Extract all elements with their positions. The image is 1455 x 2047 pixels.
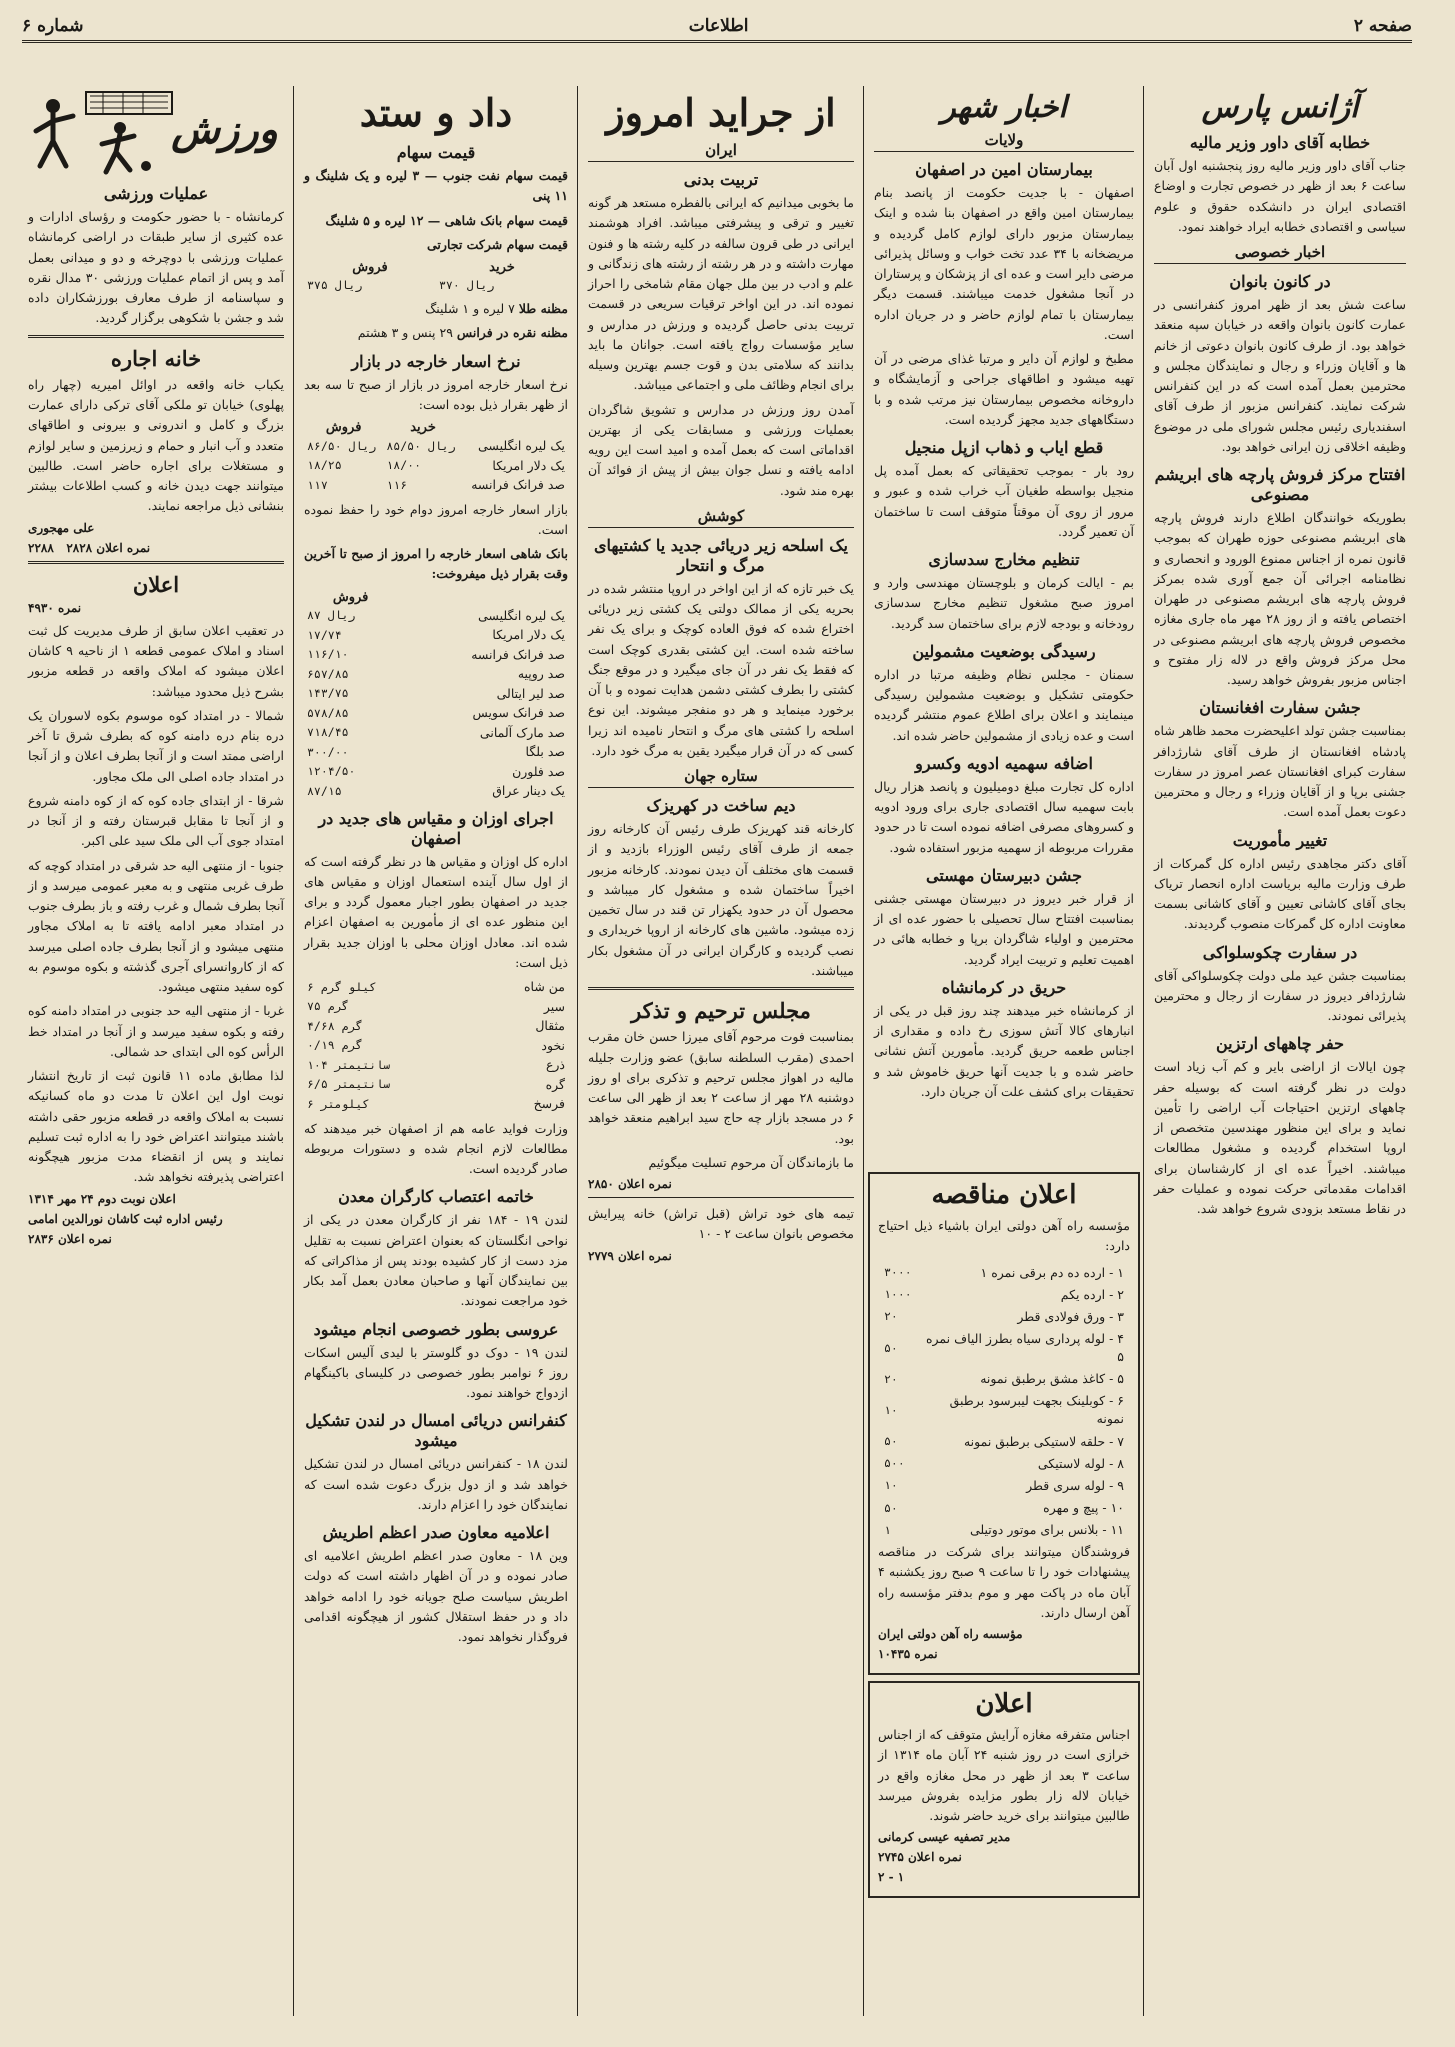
weight-value: ۱۰۴ سانتیمتر bbox=[307, 1057, 391, 1072]
rate-sell: ۱۷/۷۴ bbox=[307, 627, 342, 642]
column-masthead: از جراید امروز bbox=[606, 90, 836, 135]
section-heading: ولایات bbox=[874, 131, 1134, 152]
article-headline: اضافه سهمیه ادویه وکسرو bbox=[915, 753, 1093, 773]
column-masthead: آژانس پارس bbox=[1201, 90, 1359, 125]
article-body: وین ۱۸ - معاون صدر اعظم اطریش اعلامیه ای صادر نموده و در آن اظهار داشته است که دولت اطریش سیاست صلح جویانه خود را ادامه خواهد داد و در حفظ استقلال کشور از هیچگونه اقدامی فروگذار نخواهد نمود. bbox=[304, 1548, 568, 1645]
tender-row bbox=[880, 1369, 1128, 1389]
article-body: آقای دکتر مجاهدی رئیس اداره کل گمرکات از طرف وزارت مالیه بریاست اداره انحصار تریاک بجای آقای کاشانی تعیین و آقای کاشانی بسمت معاونت اداره کل گمرکات منصوب گردیدند. bbox=[1154, 855, 1406, 932]
column-press-review bbox=[582, 86, 860, 2016]
article-body: اداره کل تجارت مبلغ دومیلیون و پانصد هزار ریال بابت سهمیه سال اقتصادی جاری برای ورود ادویه و کسروهای مصرفی اضافه نموده است تا در حدود مقررات مربوطه از سهمیه مزبور استفاده شود. bbox=[874, 778, 1134, 855]
article-headline: جشن دبیرستان مهستی bbox=[926, 865, 1082, 885]
bank-rates-table bbox=[304, 589, 568, 801]
column-masthead: داد و ستد bbox=[359, 90, 513, 135]
article-body: یک خبر تازه که از این اواخر در اروپا منتشر شده در بحریه یکی از ممالک دولتی یک کشتی زیر دریائی اختراع شده که فوق العاده کوچک و برای یک نفر ساخته شده است. این کشتی بقدری کوچک است که فقط یک نفر در آن جای میگیرد و در موقع جنگ کشتی را بطرف کشتی دشمن هدایت نموده و با آن برخورد مینماید و هر دو منفجر میشوند. این نوع اسلحه را کشتی های مرگ و انتحار نامیده اند زیرا کسی که در آن قرار میگیرد یقین به مرگ خود دارد. bbox=[588, 580, 854, 758]
article-body: بمناسبت فوت مرحوم آقای میرزا حسن خان مقرب احمدی (مقرب السلطنه سابق) عضو وزارت جلیله مالیه در اهواز مجلس ترحیم و تذکری برای او روز دوشنبه ۲۸ مهر از ساعت ۲ بعد از ظهر الی ساعت ۶ در مسجد بازار چه حاج سید ابراهیم منعقد خواهد بود. bbox=[588, 1029, 854, 1146]
signature: علی مهجوری bbox=[28, 520, 95, 535]
weight-row bbox=[304, 1094, 568, 1114]
share-price-table bbox=[304, 259, 568, 294]
silver-value: ۲۹ پنس و ۳ هشتم bbox=[357, 325, 453, 341]
weight-name: مثقال bbox=[535, 1018, 565, 1034]
article-body: غربا - از منتهی الیه حد جنوبی در امتداد دامنه کوه رفته و بکوه سفید میرسد و از آنجا در امتداد خط الرأس کوه الی ابتدای حد شمالی. bbox=[28, 1003, 284, 1059]
article-headline: اجرای اوزان و مقیاس های جدید در اصفهان bbox=[318, 808, 554, 848]
gold-label: مظنه طلا bbox=[518, 301, 568, 317]
rate-row bbox=[304, 781, 568, 801]
tender-note: فروشندگان میتوانند برای شرکت در مناقصه پیشنهادات خود را تا ساعت ۹ صبح روز یکشنبه ۴ آبان ماه در پاکت مهر و موم بدفتر مؤسسه راه آهن ارسال دارند. bbox=[878, 1544, 1130, 1620]
article-body: لذا مطابق ماده ۱۱ قانون ثبت از تاریخ انتشار نوبت اول این اعلان تا مدت دو ماه کسانیکه نسبت به املاک واقعه در قطعه مزبور حقی داشته باشند میتوانند اعتراض خود را به اداره ثبت تسلیم نمایند و پس از انقضاء مدت مزبور هیچگونه اعتراضی پذیرفته نخواهد شد. bbox=[28, 1068, 284, 1185]
tender-item-qty: ۱۰۰۰ bbox=[884, 1287, 912, 1302]
currency-name: یک لیره انگلیسی bbox=[478, 438, 565, 454]
article-headline: در سفارت چکوسلواکی bbox=[1202, 942, 1358, 962]
share-buy: ۳۷۰ ریال bbox=[439, 278, 495, 292]
article-body: بمناسبت جشن عید ملی دولت چکوسلواکی آقای شارژدافر دیروز در سفارت از رجال و محترمین پذیرائی نمودند. bbox=[1154, 967, 1406, 1023]
article-body: ساعت شش بعد از ظهر امروز کنفرانسی در عمارت کانون بانوان واقعه در خیابان سپه منعقد خواهد بود. از طرف کانون بانوان دعوتی از خانم ها و آقایان وزراء و رجال و نمایندگان مجلس و محترمین بعمل آمده است که در این کنفرانس شرکت نمایند. کنفرانس مزبور از طرف آقای اسفندیاری رئیس مجلس شورای ملی در موضوع وظیفه اخلاقی زن ایرانی خواهد بود. bbox=[1154, 297, 1406, 454]
article-headline: مجلس ترحیم و تذکر bbox=[631, 998, 811, 1023]
weight-row bbox=[304, 977, 568, 997]
column-masthead: اخبار شهر bbox=[941, 90, 1067, 125]
article-body: در تعقیب اعلان سابق از طرف مدیریت کل ثبت اسناد و املاک عمومی قطعه ۱ از ناحیه ۹ کاشان اعلان میشود که املاک واقعه در قطعه مزبور بشرح ذیل محدود میباشد: bbox=[28, 622, 285, 699]
currency-name: صد فرانک سویس bbox=[472, 705, 565, 721]
rate-sell: ۵۷۸/۸۵ bbox=[307, 705, 349, 720]
article-body: بطوریکه خوانندگان اطلاع دارند فروش پارچه های ابریشم مصنوعی حوزه طهران که بموجب قانون نمره از اجناس ممنوع الورود و انحصاری و نظامنامه اجرائی آن جمع آوری شده بمرکز فروش پارچه های ابریشم مصنوعی در طهران اختصاص یافته و از روز ۲۸ مهر ماه جاری مغازه مخصوص فروش پارچه های ابریشم مصنوعی در محل مرکز فروش واقع در لاله زار مفتوح و اجناس مزبور بفروش خواهد رسید. bbox=[1154, 510, 1407, 687]
athletes-illustration-icon bbox=[28, 86, 178, 176]
article-body: بم - ایالت کرمان و بلوچستان مهندسی وارد و امروز صبح مشغول تنظیم مخارج سدسازی رودخانه و بودجه لازم برای ساختمان سد گردید. bbox=[874, 575, 1134, 631]
article-body: اداره کل اوزان و مقیاس ها در نظر گرفته است که از اول سال آینده استعمال اوزان و مقیاس های جدید در اصفهان بطور اجبار معمول گردد و برای این منظور عده ای از مأمورین به اصفهان اعزام شده اند. معادل اوزان محلی با اوزان جدید بقرار ذیل است: bbox=[304, 853, 568, 970]
tender-table bbox=[878, 1261, 1130, 1543]
article-headline: تغییر مأموریت bbox=[1232, 830, 1328, 850]
ad-number-text: نمره اعلان ۲۸۲۸ bbox=[66, 540, 151, 555]
ad-number bbox=[28, 541, 284, 555]
tender-item-name: ۱۱ - بلانس برای موتور دوتیلی bbox=[969, 1522, 1124, 1537]
article-body: از کرمانشاه خبر میدهند چند روز قبل در یکی از انبارهای کالا آتش سوزی رخ داده و مقداری از اجناس طعمه حریق گردید. مأمورین آتش نشانی حاضر شده و با جدیت آنها حریق خاموش شد و تحقیقات برای کشف علت آن جریان دارد. bbox=[874, 1002, 1134, 1099]
rate-sell: ۱۲۰۴/۵۰ bbox=[307, 764, 356, 779]
rate-row bbox=[304, 475, 568, 495]
rate-row bbox=[304, 703, 568, 723]
gold-line bbox=[304, 299, 568, 319]
section-heading: اخبار خصوصی bbox=[1154, 243, 1406, 264]
currency-name: یک دلار امریکا bbox=[492, 457, 565, 473]
silver-line bbox=[304, 323, 568, 343]
article-headline: نرخ اسعار خارجه در بازار bbox=[351, 351, 521, 371]
rate-sell: ۸۶/۵۰ ریال bbox=[307, 438, 377, 453]
tender-item-name: ۳ - ورق فولادی قطر bbox=[1017, 1308, 1124, 1324]
article-body: ما بخوبی میدانیم که ایرانی بالفطره مستعد هر گونه تغییر و ترقی و پیشرفتی میباشد. افراد هوشمند ایرانی در طی قرون سالفه در کلیه رشته ها و فنون مهارت داشته و در هر رشته از رشته های زندگانی و علم و ادب در بین ملل جهان مقام شامخی را احراز نموده اند. در این اواخر ترقیات سریعی در قسمت تربیت بدنی حاصل گردیده و ورزش در مدارس و سایر مؤسسات رواج یافته است. جوانان ما باید بدانند که سلامتی بدن و قوت جسم بهترین وسیله برای انجام وظائف ملی و اجتماعی میباشد. bbox=[588, 195, 854, 393]
weight-value: ۷۵ گرم bbox=[307, 999, 349, 1014]
article-body: لندن ۱۹ - دوک دو گلوستر با لیدی آلیس اسکات روز ۶ نوامبر بطور خصوصی در کلیسای باکینگهام ازدواج خواهند نمود. bbox=[304, 1344, 568, 1401]
article-body: بمناسبت جشن تولد اعلیحضرت محمد ظاهر شاه پادشاه افغانستان از طرف آقای شارژدافر سفارت کبرای افغانستان عصر امروز در سفارت جشنی برپا و از آقایان وزراء و رجال و محترمین دعوت بعمل آمده است. bbox=[1154, 723, 1406, 820]
article-headline: دیم ساخت در کهریزک bbox=[646, 796, 796, 815]
article-body: کرمانشاه - با حضور حکومت و رؤسای ادارات و عده کثیری از سایر طبقات در اراضی کرمانشاه عملیات ورزشی با دوچرخه و دو و میدانی بعمل آمد و پس از اتمام عملیات ورزشی ۳۰ مدال نقره و سپاسنامه از طرف معارف بورزشکاران داده شد و جشن با شکوهی برگزار گردید. bbox=[28, 209, 285, 326]
tender-item-name: ۶ - کوبلینک بجهت لیبرسود برطبق نمونه bbox=[949, 1393, 1124, 1427]
article-body: مطبخ و لوازم آن دایر و مرتبا غذای مرضی در آن تهیه میشود و اطاقهای جراحی و آزمایشگاه و داروخانه مخصوص بیمارستان نیز مرتب شده و با دستگاههای جدید مجهز گردیده است. bbox=[874, 351, 1134, 427]
article-headline: خاتمه اعتصاب کارگران معدن bbox=[338, 1187, 534, 1207]
sell-header: فروش bbox=[325, 420, 362, 436]
share-label: قیمت سهام بانک شاهی bbox=[444, 212, 568, 228]
rate-sell: ۱۱۷ bbox=[307, 477, 328, 492]
page-label: صفحه ۲ bbox=[1353, 16, 1412, 36]
article-body: جناب آقای داور وزیر مالیه روز پنجشنبه اول آبان ساعت ۶ بعد از ظهر در خصوص تجارت و اوضاع اقتصادی ایران در دانشکده حقوق و علوم سیاسی و اقتصادی خطابه ایراد خواهند نمود. bbox=[1154, 158, 1406, 234]
tender-block bbox=[868, 1166, 1140, 2016]
notice-ad-number: نمره اعلان ۲۷۴۵ bbox=[878, 1850, 962, 1865]
article-headline: اعلامیه معاون صدر اعظم اطریش bbox=[322, 1523, 550, 1543]
article-body: بازار اسعار خارجه امروز دوام خود را حفظ نموده است. bbox=[304, 501, 568, 537]
article-body: چون ایالات از اراضی بایر و کم آب زیاد است دولت در نظر گرفته است که بوسیله حفر چاههای ارتزین احتیاجات آب اراضی را تأمین نماید و برای این منظور مهندسین متخصص از اروپا استخدام گردیده و مشغول مطالعات میباشند. اخیراً عده ای از کارشناسان برای اقدامات مقدماتی حرکت نموده و عملیات حفر در نقاط مستعد بزودی شروع خواهد شد. bbox=[1154, 1059, 1406, 1216]
article-body: از قرار خبر دیروز در دبیرستان مهستی جشنی بمناسبت افتتاح سال تحصیلی با حضور عده ای از محترمین و اولیاء شاگردان برپا و خطابه هائی در اهمیت تعلیم و تربیت ایراد گردید. bbox=[874, 890, 1134, 967]
article-headline: کنفرانس دریائی امسال در لندن تشکیل میشود bbox=[305, 1411, 567, 1451]
article-headline: حریق در کرمانشاه bbox=[941, 977, 1067, 997]
divider bbox=[588, 1197, 854, 1198]
article-body: اصفهان - با جدیت حکومت از پانصد بنام بیمارستان امین واقع در اصفهان بنا شده و اینک بیمارستان مزبور دارای لوازم کامل گردیده و مریضخانه با ۳۴ عدد تخت خواب و وسائل پذیرائی مرضی دایر است و عده ای از پزشکان و پرستاران در آنجا مشغول خدمت میباشند. قسمت دیگر بیمارستان با تمام لوازم حاضر و در جریان اداره است. bbox=[874, 185, 1134, 342]
tender-sign: مؤسسه راه آهن دولتی ایران bbox=[878, 1627, 1023, 1642]
ad-number: نمره اعلان ۲۸۵۰ bbox=[588, 1177, 672, 1191]
article-body: آمدن روز ورزش در مدارس و تشویق شاگردان بعملیات ورزشی و مسابقات یکی از بهترین اقداماتی است که بعمل آمده و امید است این رویه ادامه یافته و نسل جوان بیش از پیش از فوائد آن بهره مند شود. bbox=[588, 401, 854, 498]
currency-name: صد فرانک فرانسه bbox=[471, 646, 565, 662]
weight-value: ۴/۶۸ گرم bbox=[307, 1018, 363, 1033]
notice-title: اعلان bbox=[975, 1689, 1033, 1720]
buy-header: خرید bbox=[489, 260, 515, 275]
tender-item-qty: ۱ bbox=[884, 1522, 891, 1537]
sell-header: فروش bbox=[352, 260, 388, 275]
ad-number: نمره اعلان ۲۸۳۶ bbox=[28, 1231, 112, 1246]
section-heading: ستاره جهان bbox=[588, 767, 854, 788]
article-headline: عروسی بطور خصوصی انجام میشود bbox=[313, 1319, 559, 1339]
article-headline: جشن سفارت افغانستان bbox=[1199, 698, 1361, 718]
rate-row bbox=[304, 606, 568, 626]
notice-body: اجناس متفرقه مغازه آرایش متوقف که از اجناس خرازی است در روز شنبه ۲۴ آبان ماه ۱۳۱۴ از ساعت ۳ بعد از ظهر در محل مغازه واقع در خیابان لاله زار بطور مزایده بفروش میرسد طالبین میتوانند برای خرید حاضر شوند. bbox=[878, 1727, 1131, 1824]
weight-name: فرسخ bbox=[533, 1096, 565, 1112]
rate-row bbox=[304, 456, 568, 476]
currency-name: یک لیره انگلیسی bbox=[478, 607, 565, 623]
tender-row bbox=[880, 1307, 1128, 1327]
tender-item-name: ۲ - ارده یکم bbox=[1060, 1286, 1124, 1302]
column-rule bbox=[1143, 86, 1144, 2016]
tender-title: اعلان مناقصه bbox=[931, 1180, 1077, 1210]
share-label: قیمت سهام نفت جنوب bbox=[442, 168, 568, 183]
share-sell: ۳۷۵ ریال bbox=[307, 278, 363, 292]
article-body: جنوبا - از منتهی الیه حد شرقی در امتداد کوچه که طرف غربی منتهی و به معبر عمومی میرسد و از آنجا بطرف شمال و غرب رفته و باز بطرف جنوب در امتداد معبر ادامه یافته تا به املاک مجاور منتهی میشود و از آنجا بطرف جاده اصلی میرسد که از کاروانسرای آجری گذشته و بکوه موسوم به کوه سفید منتهی میشود. bbox=[28, 857, 284, 994]
column-rule bbox=[293, 86, 294, 2016]
tender-row bbox=[880, 1391, 1128, 1429]
ad-number: نمره ۴۹۳۰ bbox=[28, 600, 82, 615]
currency-name: یک دلار امریکا bbox=[492, 627, 565, 643]
rate-sell: ۱۴۳/۷۵ bbox=[307, 686, 349, 701]
weight-row bbox=[304, 1036, 568, 1056]
rate-row bbox=[304, 436, 568, 456]
article-headline: رسیدگی بوضعیت مشمولین bbox=[912, 641, 1096, 661]
notice-code: ۱ - ۲ bbox=[878, 1870, 905, 1885]
ad-number: نمره اعلان ۲۷۷۹ bbox=[588, 1248, 672, 1263]
weight-name: نخود bbox=[541, 1037, 565, 1053]
rate-row bbox=[304, 664, 568, 684]
rate-row bbox=[304, 684, 568, 704]
share-line: قیمت سهام بانک شاهی — ۱۲ لیره و ۵ شلینگ bbox=[325, 212, 568, 228]
tender-row bbox=[880, 1454, 1128, 1474]
column-trade bbox=[298, 86, 574, 2016]
tender-row bbox=[880, 1285, 1128, 1305]
article-headline: حفر چاههای ارتزین bbox=[1215, 1034, 1344, 1054]
tender-item-name: ۷ - حلقه لاستیکی برطبق نمونه bbox=[963, 1433, 1124, 1449]
weight-name: گره bbox=[545, 1076, 565, 1092]
article-headline: خطابه آقای داور وزیر مالیه bbox=[1189, 133, 1371, 152]
article-body: یکباب خانه واقعه در اوائل امیریه (چهار راه پهلوی) خیابان تو ملکی آقای ترکی دارای عمارت بزرگ و کامل و اندرونی و بیرونی و اطاقهای متعدد و آب انبار و حمام و زیرزمین و سایر لوازم و مستغلات برای اجاره حاضر است. طالبین میتوانند جهت دیدن خانه و کسب اطلاعات بیشتر بنشانی ذیل مراجعه نمایند. bbox=[28, 376, 284, 514]
article-body: رود بار - بموجب تحقیقاتی که بعمل آمده پل منجیل بواسطه طغیان آب خراب شده و عبور و مرور از روی آن موقتاً متوقف است تا ساختمان آن تعمیر گردد. bbox=[874, 463, 1134, 539]
divider bbox=[28, 561, 284, 564]
divider bbox=[588, 987, 854, 990]
weight-name: ذرع bbox=[545, 1057, 565, 1073]
weight-row bbox=[304, 997, 568, 1017]
rate-sell: ۳۰۰/۰۰ bbox=[307, 744, 349, 759]
sport-logo bbox=[28, 86, 284, 176]
rate-sell: ۷۱۸/۴۵ bbox=[307, 725, 349, 740]
article-headline: قیمت سهام bbox=[396, 143, 476, 162]
article-body: شمالا - در امتداد کوه موسوم بکوه لاسوران یک دره بنام دره دامنه کوه که بطرف شرق تا آخر اراضی ممتد است و از آنجا بطرف اعلان و از آنجا در امتداد جاده اصلی الی ملک مجاور. bbox=[28, 707, 284, 784]
weight-value: ۶ کیلومتر bbox=[307, 1096, 370, 1111]
article-headline: افتتاح مرکز فروش پارچه های ابریشم مصنوعی bbox=[1154, 465, 1406, 504]
rate-sell: ۸۷ ریال bbox=[307, 608, 356, 623]
column-rule bbox=[863, 86, 864, 2016]
currency-name: یک دینار عراق bbox=[492, 783, 565, 799]
article-headline: در کانون بانوان bbox=[1229, 272, 1331, 291]
ad-code: ۲۲۸۸ bbox=[28, 540, 54, 555]
tender-item-qty: ۵۰ bbox=[884, 1434, 898, 1449]
tender-item-qty: ۳۰۰۰ bbox=[884, 1265, 912, 1280]
silver-label: مظنه نقره در فرانس bbox=[456, 325, 568, 341]
weight-row bbox=[304, 1016, 568, 1036]
article-body: لندن ۱۹ - ۱۸۴ نفر از کارگران معدن در یکی از نواحی انگلستان که بعنوان اعتراض نسبت به تقلیل مزد دست از کار کشیده بودند پس از مذاکراتی که بین نمایندگان آنها و صاحبان معادن بعمل آمد بکار خود مراجعت نمودند. bbox=[304, 1212, 569, 1309]
paper-name: اطلاعات bbox=[688, 16, 749, 36]
rate-row bbox=[304, 625, 568, 645]
article-body: نرخ اسعار خارجه امروز در بازار از صبح تا سه بعد از ظهر بقرار ذیل بوده است: bbox=[304, 376, 568, 412]
tender-item-name: ۸ - لوله لاستیکی bbox=[1037, 1455, 1124, 1471]
rate-buy: ۱۸/۰۰ bbox=[386, 458, 421, 473]
article-headline: خانه اجاره bbox=[110, 345, 202, 371]
tender-row bbox=[880, 1498, 1128, 1518]
tender-item-qty: ۱۰ bbox=[884, 1403, 898, 1418]
rate-row bbox=[304, 762, 568, 782]
running-head bbox=[22, 12, 1412, 43]
bottom-notice bbox=[868, 1681, 1140, 1898]
currency-name: صد بلگا bbox=[525, 744, 565, 760]
tender-item-qty: ۵۰۰ bbox=[884, 1456, 905, 1471]
share-heading: قیمت سهام شرکت تجارتی bbox=[427, 236, 568, 252]
weight-value: ۶/۵ سانتیمتر bbox=[307, 1077, 391, 1092]
weight-row bbox=[304, 1055, 568, 1075]
rate-row bbox=[304, 645, 568, 665]
article-headline: یک اسلحه زیر دریائی جدید یا کشتیهای مرگ و انتحار bbox=[593, 535, 848, 575]
tender-row bbox=[880, 1432, 1128, 1452]
share-line: قیمت سهام نفت جنوب — ۳ لیره و یک شلینگ و ۱۱ پنی bbox=[304, 168, 568, 204]
weight-row bbox=[304, 1075, 568, 1095]
tender-item-qty: ۱۰ bbox=[884, 1478, 898, 1493]
share-value: ۱۲ لیره و ۵ شلینگ bbox=[325, 212, 424, 228]
rate-sell: ۱۸/۲۵ bbox=[307, 458, 342, 473]
section-heading: کوشش bbox=[588, 507, 854, 528]
tender-item-qty: ۵۰ bbox=[884, 1340, 898, 1355]
newspaper-page bbox=[22, 46, 1412, 2021]
article-body: شرقا - از ابتدای جاده کوه که از کوه دامنه شروع و از آنجا تا مقابل قبرستان رفته و از آنجا در امتداد جوی آب الی ملک سید علی اکبر. bbox=[28, 792, 284, 849]
article-headline: تنظیم مخارج سدسازی bbox=[928, 550, 1080, 569]
weight-value: ۰/۱۹ گرم bbox=[307, 1038, 363, 1053]
tender-row bbox=[880, 1263, 1128, 1283]
notice-sign: مدیر تصفیه عیسی کرمانی bbox=[878, 1830, 1011, 1845]
tender-item-name: ۵ - کاغذ مشق برطبق نمونه bbox=[980, 1371, 1124, 1387]
weight-name: سیر bbox=[543, 998, 565, 1014]
article-headline: عملیات ورزشی bbox=[103, 184, 209, 203]
rate-row bbox=[304, 742, 568, 762]
article-headline: تربیت بدنی bbox=[683, 170, 759, 189]
tender-row bbox=[880, 1520, 1128, 1540]
buy-header: خرید bbox=[410, 420, 436, 436]
currency-name: صد روپیه bbox=[517, 666, 565, 682]
tender-row bbox=[880, 1329, 1128, 1367]
rate-row bbox=[304, 723, 568, 743]
article-headline: قطع ایاب و ذهاب ازپل منجیل bbox=[904, 438, 1104, 457]
article-headline: بیمارستان امین در اصفهان bbox=[915, 160, 1093, 179]
article-headline: اعلان bbox=[132, 571, 180, 597]
currency-name: صد مارک آلمانی bbox=[479, 724, 565, 740]
column-news-agency bbox=[1148, 86, 1412, 2016]
tender-item-qty: ۲۰ bbox=[884, 1309, 898, 1324]
tender-row bbox=[880, 1476, 1128, 1496]
weight-value: ۶ کیلو گرم bbox=[307, 979, 377, 994]
tender-intro: مؤسسه راه آهن دولتی ایران باشیاء ذیل احتیاج دارد: bbox=[878, 1218, 1130, 1254]
article-body: سمنان - مجلس نظام وظیفه مرتبا در اداره حکومتی تشکیل و بوضعیت مشمولین رسیدگی مینمایند و اعلان برای اطلاع عموم منتشر گردیده است و عده زیادی از مشمولین حاضر شده اند. bbox=[874, 666, 1134, 743]
tender-item-name: ۱۰ - پیچ و مهره bbox=[1043, 1499, 1124, 1515]
notice-date: اعلان نوبت دوم ۲۴ مهر ۱۳۱۴ bbox=[28, 1191, 176, 1206]
currency-name: صد فرانک فرانسه bbox=[471, 477, 565, 493]
article-body: لندن ۱۸ - کنفرانس دریائی امسال در لندن تشکیل خواهد شد و از دول بزرگ دعوت شده است که نمایندگان خود را اعزام دارند. bbox=[304, 1456, 568, 1512]
column-city-news bbox=[868, 86, 1140, 1156]
tender-item-qty: ۲۰ bbox=[884, 1371, 898, 1386]
tender-item-qty: ۵۰ bbox=[884, 1500, 898, 1515]
sell-header: فروش bbox=[332, 589, 369, 605]
tender-ad-number: نمره ۱۰۴۳۵ bbox=[878, 1647, 938, 1662]
rate-sell: ۱۱۶/۱۰ bbox=[307, 647, 349, 662]
tender-item-name: ۱ - ارده ده دم برقی نمره ۱ bbox=[980, 1264, 1124, 1280]
tender-notice bbox=[868, 1172, 1140, 1675]
currency-name: صد لیر ایتالی bbox=[496, 685, 565, 701]
rate-buy: ۸۵/۵۰ ریال bbox=[386, 438, 456, 453]
sport-logo-word: ورزش bbox=[171, 106, 278, 153]
column-sport-notices bbox=[22, 86, 290, 2016]
issue-label: شماره ۶ bbox=[22, 16, 84, 36]
article-body: کارخانه قند کهریزک طرف رئیس آن کارخانه روز جمعه از طرف آقای رئیس الوزراء بازدید و از قسمت های مختلف آن دیدن نمودند. کارخانه مزبور اخیراً ساختمان شده و مشغول کار میباشد و محصول آن در حدود یکهزار تن قند در سال تخمین زده میشود. ماشین های کارخانه از اروپا خریداری و نصب گردیده و کارگران ایرانی در آن مشغول بکار میباشند. bbox=[588, 821, 854, 978]
article-body: ما بازماندگان آن مرحوم تسلیت میگوئیم bbox=[648, 1154, 854, 1170]
weight-name: من شاه bbox=[523, 979, 565, 995]
small-ad: تیمه های خود تراش (قبل تراش) خانه پیرایش مخصوص بانوان ساعت ۲ - ۱۰ bbox=[588, 1206, 854, 1242]
rate-sell: ۶۵۷/۸۵ bbox=[307, 666, 349, 681]
article-body: وزارت فواید عامه هم از اصفهان خبر میدهند که مطالعات لازم انجام شده و دستورات مربوطه صادر گردیده است. bbox=[304, 1120, 568, 1177]
exchange-rates-table bbox=[304, 419, 568, 495]
notice-sign: رئیس اداره ثبت کاشان نورالدین امامی bbox=[28, 1211, 223, 1226]
tender-item-name: ۹ - لوله سری قطر bbox=[1026, 1477, 1124, 1493]
share-value: ۳ لیره و یک شلینگ و ۱۱ پنی bbox=[304, 168, 568, 204]
rate-buy: ۱۱۶ bbox=[386, 477, 408, 492]
gold-value: ۷ لیره و ۱ شلینگ bbox=[425, 301, 515, 317]
currency-name: صد فلورن bbox=[512, 763, 565, 779]
rate-sell: ۸۷/۱۵ bbox=[307, 783, 342, 798]
divider bbox=[28, 335, 284, 338]
weights-table bbox=[304, 977, 568, 1114]
bank-heading: بانک شاهی اسعار خارجه را امروز از صبح تا آخرین وقت بقرار ذیل میفروخت: bbox=[304, 546, 568, 582]
section-heading: ایران bbox=[588, 141, 854, 162]
tender-item-name: ۴ - لوله پرداری سیاه بطرز الیاف نمره ۵ bbox=[925, 1330, 1124, 1364]
column-rule bbox=[577, 86, 578, 2016]
